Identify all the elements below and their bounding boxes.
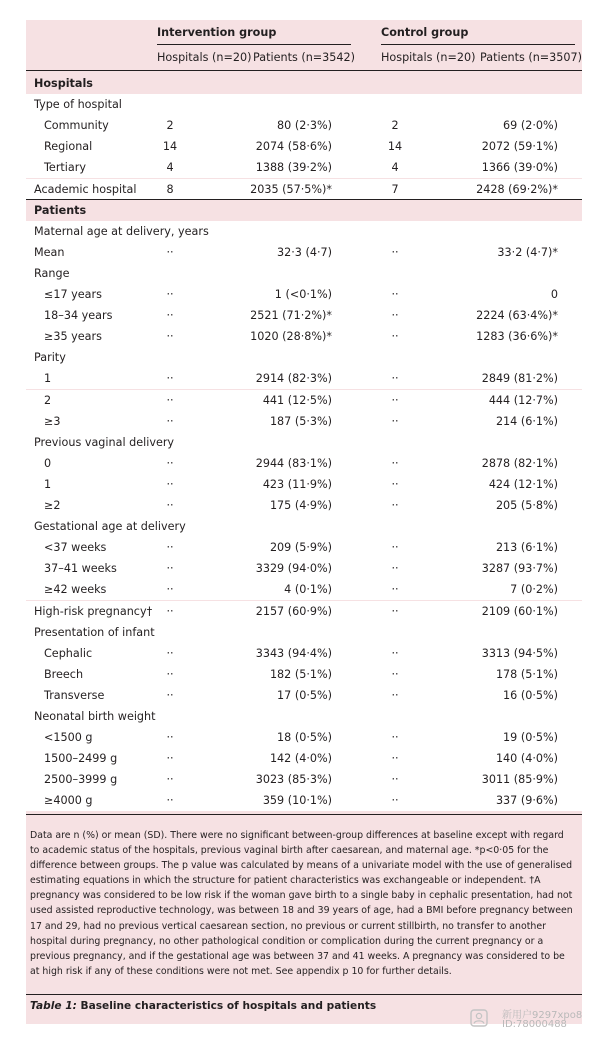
control-hospitals-cell: ·· [391,688,399,702]
row-label: ≥2 [44,499,61,512]
intervention-hospitals-cell: ·· [166,731,174,745]
watermark-username: 新用户9297xpo8 [502,1010,583,1021]
control-hospitals-cell: ·· [391,372,399,386]
table-footnote: Data are n (%) or mean (SD). There were no significant between-group differences at baseline except with regard to academic status of the hospitals, previous vaginal birth after caesarean, and maternal age. *p<0·05 for the difference between groups. The p value was calculated by means of a univariate model with the use of generalised estimating equations in which the structure for patient characteristics was exchangeable or independent. †A pregnancy was considered to be low risk if the woman gave birth to a single baby in cephalic presentation, had not used assisted reproductive technology, was between 18 and 39 years of age, had a BMI before pregnancy between 17 and 29, had no previous vertical caesarean section, no previous or current stillbirth, no transfer to another hospital during pregnancy, no other pathological condition or complication during the current pregnancy or a previous pregnancy, and if the gestational age was between 37 and 41 weeks. A pregnancy was considered to be at high risk if any of these conditions were not met. See appendix p 10 for further details. [30,830,573,977]
table-row [26,326,582,347]
control-hospitals-cell: ·· [391,414,399,428]
control-patients-cell: 1283 (36·6%)* [476,330,558,344]
intervention-patients-cell: 209 (5·9%) [269,541,332,555]
control-patients-cell: 2849 (81·2%) [481,372,558,386]
table-row [26,727,582,748]
intervention-hospitals-cell: 2 [166,119,174,133]
intervention-hospitals-cell: ·· [166,773,174,787]
control-hospitals-cell: ·· [391,477,399,491]
control-hospitals-header: Hospitals (n=20) [381,51,476,64]
table-row [26,685,582,706]
intervention-patients-cell: 1020 (28·8%)* [250,330,332,344]
watermark-id: ID:78000488 [502,1019,567,1030]
control-patients-cell: 337 (9·6%) [495,794,558,808]
row-label: Parity [34,351,66,365]
watermark [470,1003,600,1039]
table-row [26,157,582,178]
row-label: 1500–2499 g [44,752,118,766]
intervention-hospitals-header: Hospitals (n=20) [157,51,252,64]
control-patients-cell: 213 (6·1%) [495,541,558,555]
intervention-hospitals-cell: ·· [166,414,174,428]
intervention-hospitals-cell: ·· [166,794,174,808]
intervention-patients-cell: 1388 (39·2%) [255,161,332,175]
table-row [26,284,582,305]
control-patients-cell: 0 [550,288,558,301]
table-row [26,495,582,516]
section-divider-rule [26,199,582,200]
row-label: 1 [44,477,52,491]
intervention-hospitals-cell: 8 [166,182,174,196]
row-label: ≥4000 g [44,794,93,808]
table-row [26,790,582,811]
section-row [26,200,582,221]
row-label: Previous vaginal delivery [34,435,175,449]
intervention-patients-cell: 441 (12·5%) [262,393,332,407]
control-hospitals-cell: ·· [391,583,399,597]
control-header-rule [381,44,575,45]
row-label: Cephalic [44,646,93,660]
intervention-patients-cell: 182 (5·1%) [269,667,332,681]
table-row [26,432,582,453]
intervention-patients-cell: 1 (<0·1%) [274,288,332,301]
table-row [26,411,582,432]
control-patients-cell: 2428 (69·2%)* [476,182,558,196]
control-patients-cell: 1366 (39·0%) [481,161,558,175]
control-hospitals-cell: ·· [391,456,399,470]
control-hospitals-cell: ·· [391,393,399,407]
control-patients-cell: 3313 (94·5%) [481,646,558,660]
intervention-patients-header: Patients (n=3542) [253,51,356,64]
table-row [26,558,582,579]
row-label: Community [44,119,109,133]
intervention-hospitals-cell: ·· [166,688,174,702]
control-patients-header: Patients (n=3507) [480,51,583,64]
control-hospitals-cell: ·· [391,541,399,555]
caption-text: Baseline characteristics of hospitals and patients [76,1000,377,1012]
row-label: <1500 g [44,731,93,745]
table-row [26,474,582,495]
table-row [26,136,582,157]
control-hospitals-cell: ·· [391,752,399,766]
intervention-patients-cell: 423 (11·9%) [262,477,332,491]
intervention-hospitals-cell: 4 [166,161,174,175]
row-label: Academic hospital [34,182,137,196]
control-hospitals-cell: ·· [391,309,399,323]
row-label: Maternal age at delivery, years [34,224,209,238]
table-row [26,706,582,727]
row-label: Transverse [44,688,105,702]
intervention-hospitals-cell: ·· [166,288,174,301]
control-patients-cell: 7 (0·2%) [510,583,558,597]
control-hospitals-cell: ·· [391,604,399,618]
row-label: Presentation of infant [34,625,155,639]
row-label: Neonatal birth weight [34,710,156,723]
table-row [26,368,582,389]
intervention-patients-cell: 80 (2·3%) [277,119,332,133]
user-profile-icon [470,1009,488,1027]
intervention-hospitals-cell: ·· [166,477,174,491]
caption-number: Table 1: [30,1000,77,1012]
table-row [26,769,582,790]
intervention-hospitals-cell: ·· [166,646,174,660]
row-label: 2500–3999 g [44,773,118,787]
table-row [26,748,582,769]
intervention-patients-cell: 18 (0·5%) [277,731,332,745]
intervention-hospitals-cell: 14 [162,140,178,154]
intervention-group-header: Intervention group [157,26,277,39]
intervention-patients-cell: 2521 (71·2%)* [250,309,332,323]
section-row [26,73,582,94]
intervention-patients-cell: 175 (4·9%) [269,499,332,512]
control-hospitals-cell: 2 [391,119,399,133]
row-label: <37 weeks [44,541,107,555]
intervention-hospitals-cell: ·· [166,309,174,323]
row-label: 1 [44,372,52,386]
table-row [26,537,582,558]
intervention-patients-cell: 3023 (85·3%) [255,773,332,787]
row-label: Breech [44,667,84,681]
intervention-patients-cell: 2157 (60·9%) [255,604,332,618]
intervention-patients-cell: 2074 (58·6%) [255,140,332,154]
intervention-patients-cell: 17 (0·5%) [277,688,332,702]
table-row [26,579,582,600]
control-patients-cell: 2878 (82·1%) [481,456,558,470]
row-label: Hospitals [34,77,93,90]
control-patients-cell: 33·2 (4·7)* [497,245,558,259]
row-label: 2 [44,393,52,407]
control-hospitals-cell: 7 [391,182,399,196]
control-hospitals-cell: ·· [391,288,399,301]
row-label: Range [34,266,70,280]
intervention-patients-cell: 3343 (94·4%) [255,646,332,660]
row-label: Mean [34,245,65,259]
table-row [26,516,582,537]
row-label: ≤17 years [44,288,102,301]
row-label: Patients [34,203,87,217]
control-patients-cell: 19 (0·5%) [503,731,558,745]
intervention-patients-cell: 359 (10·1%) [262,794,332,808]
intervention-hospitals-cell: ·· [166,372,174,386]
table-row [26,263,582,284]
row-label: ≥35 years [44,330,102,344]
row-label: Type of hospital [34,98,122,112]
row-label: High-risk pregnancy† [34,604,153,618]
intervention-hospitals-cell: ·· [166,667,174,681]
control-patients-cell: 140 (4·0%) [495,752,558,766]
intervention-hospitals-cell: ·· [166,562,174,576]
control-patients-cell: 2109 (60·1%) [481,604,558,618]
control-hospitals-cell: ·· [391,794,399,808]
control-hospitals-cell: ·· [391,667,399,681]
control-hospitals-cell: 4 [391,161,399,175]
control-patients-cell: 3011 (85·9%) [481,773,558,787]
control-hospitals-cell: ·· [391,499,399,512]
control-hospitals-cell: ·· [391,731,399,745]
row-label: ≥3 [44,414,61,428]
intervention-patients-cell: 187 (5·3%) [269,414,332,428]
row-label: ≥42 weeks [44,583,107,597]
control-hospitals-cell: ·· [391,330,399,344]
control-hospitals-cell: ·· [391,646,399,660]
control-patients-cell: 2224 (63·4%)* [476,309,558,323]
table-panel [26,20,582,1024]
table-row [26,453,582,474]
intervention-patients-cell: 2035 (57·5%)* [250,182,332,196]
control-patients-cell: 444 (12·7%) [488,393,558,407]
intervention-hospitals-cell: ·· [166,393,174,407]
intervention-patients-cell: 32·3 (4·7) [277,245,332,259]
control-patients-cell: 424 (12·1%) [488,477,558,491]
table-row [26,664,582,685]
intervention-hospitals-cell: ·· [166,456,174,470]
row-label: Gestational age at delivery [34,520,186,534]
table-row [26,622,582,643]
intervention-patients-cell: 3329 (94·0%) [255,562,332,576]
table-row [26,390,582,411]
control-hospitals-cell: ·· [391,773,399,787]
table-row [26,643,582,664]
control-hospitals-cell: 14 [387,140,403,154]
control-hospitals-cell: ·· [391,245,399,259]
intervention-hospitals-cell: ·· [166,541,174,555]
intervention-patients-cell: 2914 (82·3%) [255,372,332,386]
intervention-patients-cell: 142 (4·0%) [269,752,332,766]
table-row [26,305,582,326]
control-patients-cell: 178 (5·1%) [495,667,558,681]
intervention-patients-cell: 4 (0·1%) [284,583,332,597]
table-row [26,179,582,200]
table-row [26,242,582,263]
table-row [26,115,582,136]
control-patients-cell: 205 (5·8%) [495,499,558,512]
control-patients-cell: 69 (2·0%) [503,119,558,133]
control-patients-cell: 16 (0·5%) [503,688,558,702]
intervention-hospitals-cell: ·· [166,499,174,512]
intervention-hospitals-cell: ·· [166,752,174,766]
row-label: Regional [44,140,93,154]
intervention-hospitals-cell: ·· [166,330,174,344]
control-group-header: Control group [381,26,469,39]
row-label: 0 [44,456,52,470]
table-row [26,221,582,242]
control-patients-cell: 214 (6·1%) [495,414,558,428]
intervention-hospitals-cell: ·· [166,604,174,618]
table-bottom-rule [26,814,582,815]
control-hospitals-cell: ·· [391,562,399,576]
table-row [26,347,582,368]
row-label: 18–34 years [44,309,113,323]
control-patients-cell: 3287 (93·7%) [481,562,558,576]
header-bottom-rule [26,70,582,71]
table-row [26,94,582,115]
row-label: Tertiary [44,161,86,175]
intervention-hospitals-cell: ·· [166,583,174,597]
table-row [26,601,582,622]
intervention-hospitals-cell: ·· [166,245,174,259]
table-caption [30,1000,376,1012]
row-label: 37–41 weeks [44,562,117,576]
caption-rule [26,994,582,995]
intervention-patients-cell: 2944 (83·1%) [255,456,332,470]
intervention-header-rule [157,44,351,45]
control-patients-cell: 2072 (59·1%) [481,140,558,154]
